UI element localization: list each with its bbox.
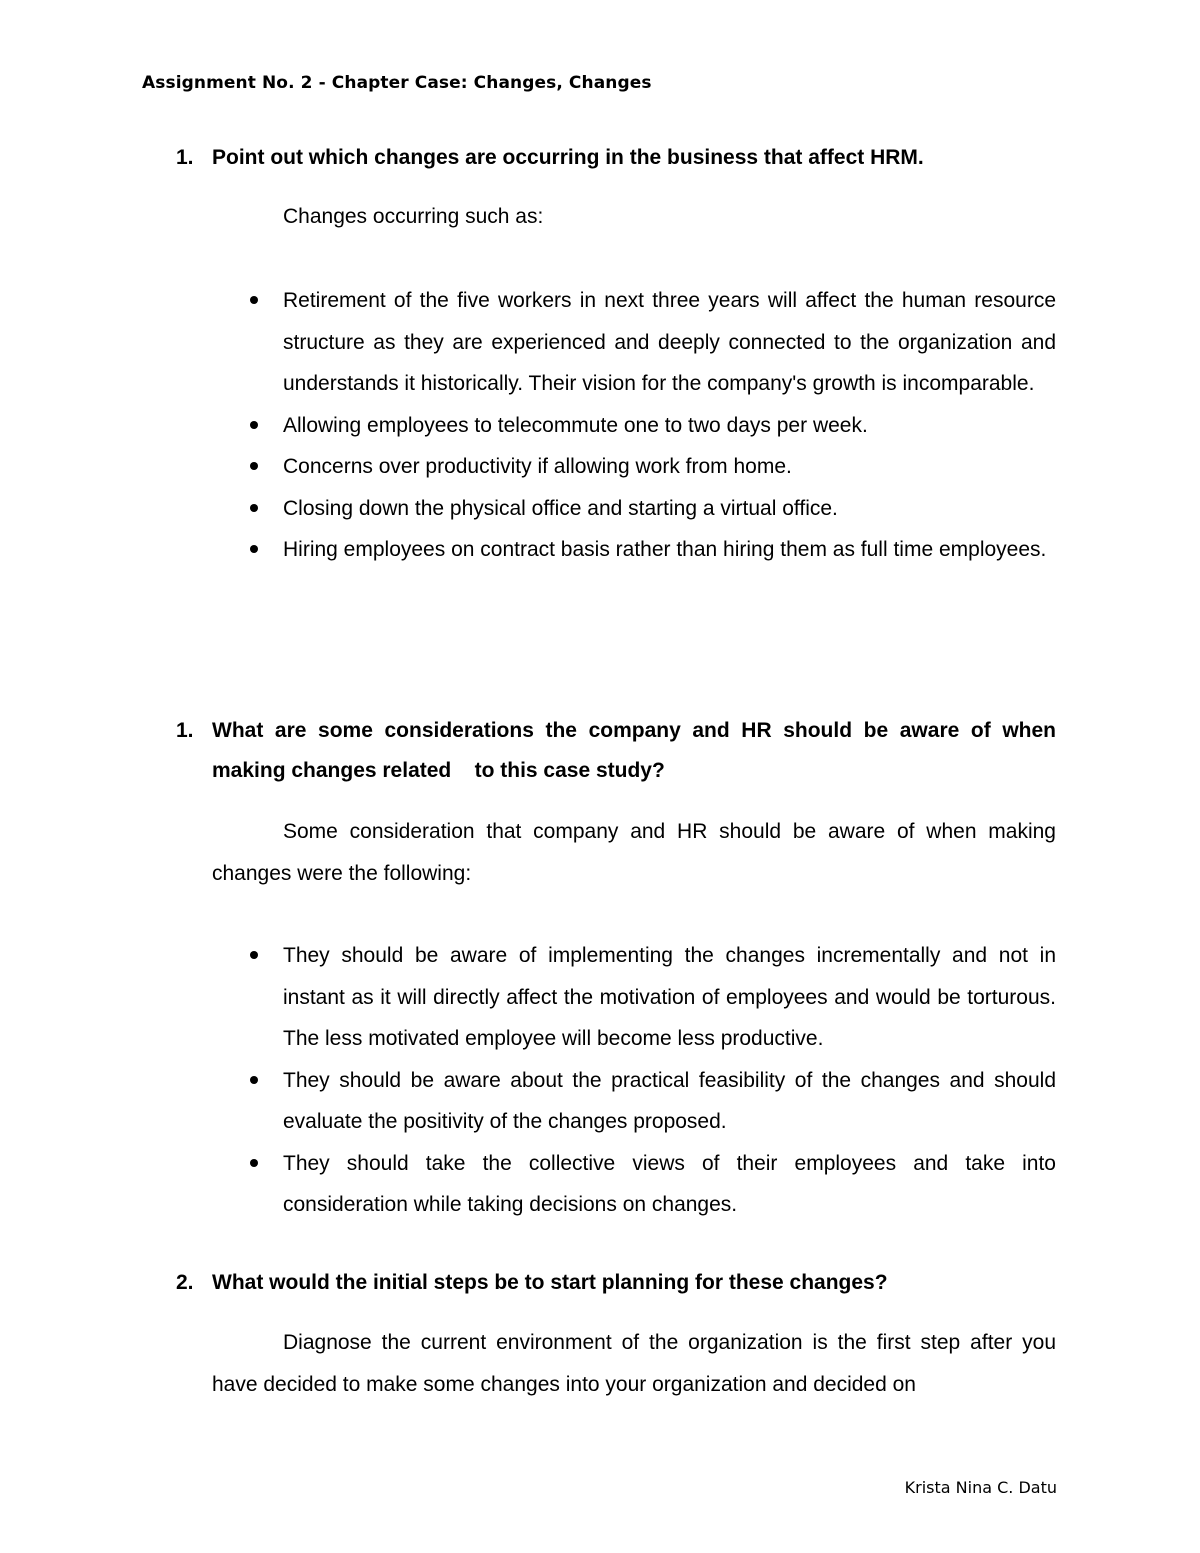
- list-item: Retirement of the five workers in next three years will affect the human resource structure as they are experienced and deeply connected to the organization and understands it historically. Their vision for the company's growth is incomparable.: [212, 280, 1056, 405]
- page-footer: Krista Nina C. Datu: [904, 1478, 1057, 1497]
- list-item: Allowing employees to telecommute one to two days per week.: [212, 405, 1056, 447]
- list-item: Closing down the physical office and starting a virtual office.: [212, 488, 1056, 530]
- section-intro: Changes occurring such as:: [283, 205, 544, 228]
- bullet-list: [212, 280, 1056, 571]
- bullet-icon: [250, 951, 258, 959]
- bullet-icon: [250, 1076, 258, 1084]
- bullet-icon: [250, 462, 258, 470]
- bullet-icon: [250, 421, 258, 429]
- list-item: They should take the collective views of their employees and take into consideration while taking decisions on changes.: [212, 1143, 1056, 1226]
- bullet-icon: [250, 504, 258, 512]
- question-text: What would the initial steps be to start planning for these changes?: [212, 1271, 888, 1294]
- question-3: [176, 1263, 1056, 1303]
- list-item: They should be aware of implementing the changes incrementally and not in instant as it will directly affect the motivation of employees and would be torturous. The less motivated employee will become less productive.: [212, 935, 1056, 1060]
- list-item: Concerns over productivity if allowing work from home.: [212, 446, 1056, 488]
- list-item: They should be aware about the practical feasibility of the changes and should evaluate the positivity of the changes proposed.: [212, 1060, 1056, 1143]
- page-header: Assignment No. 2 - Chapter Case: Changes, Changes: [142, 73, 652, 93]
- question-number: 2.: [176, 1271, 194, 1294]
- bullet-icon: [250, 1159, 258, 1167]
- section-intro: Some consideration that company and HR should be aware of when making changes were the following:: [212, 820, 1056, 885]
- bullet-icon: [250, 296, 258, 304]
- list-item: Hiring employees on contract basis rather than hiring them as full time employees.: [212, 529, 1056, 571]
- section-intro: Diagnose the current environment of the organization is the first step after you have decided to make some changes into your organization and decided on: [212, 1331, 1056, 1396]
- question-2: [176, 711, 1062, 791]
- bullet-list: [212, 935, 1056, 1226]
- question-1: [176, 138, 1056, 178]
- question-text: What are some considerations the company and HR should be aware of when making changes related to this case study?: [212, 719, 1062, 782]
- question-number: 1.: [176, 146, 194, 169]
- bullet-icon: [250, 545, 258, 553]
- question-number: 1.: [176, 719, 194, 742]
- question-text: Point out which changes are occurring in the business that affect HRM.: [212, 146, 924, 169]
